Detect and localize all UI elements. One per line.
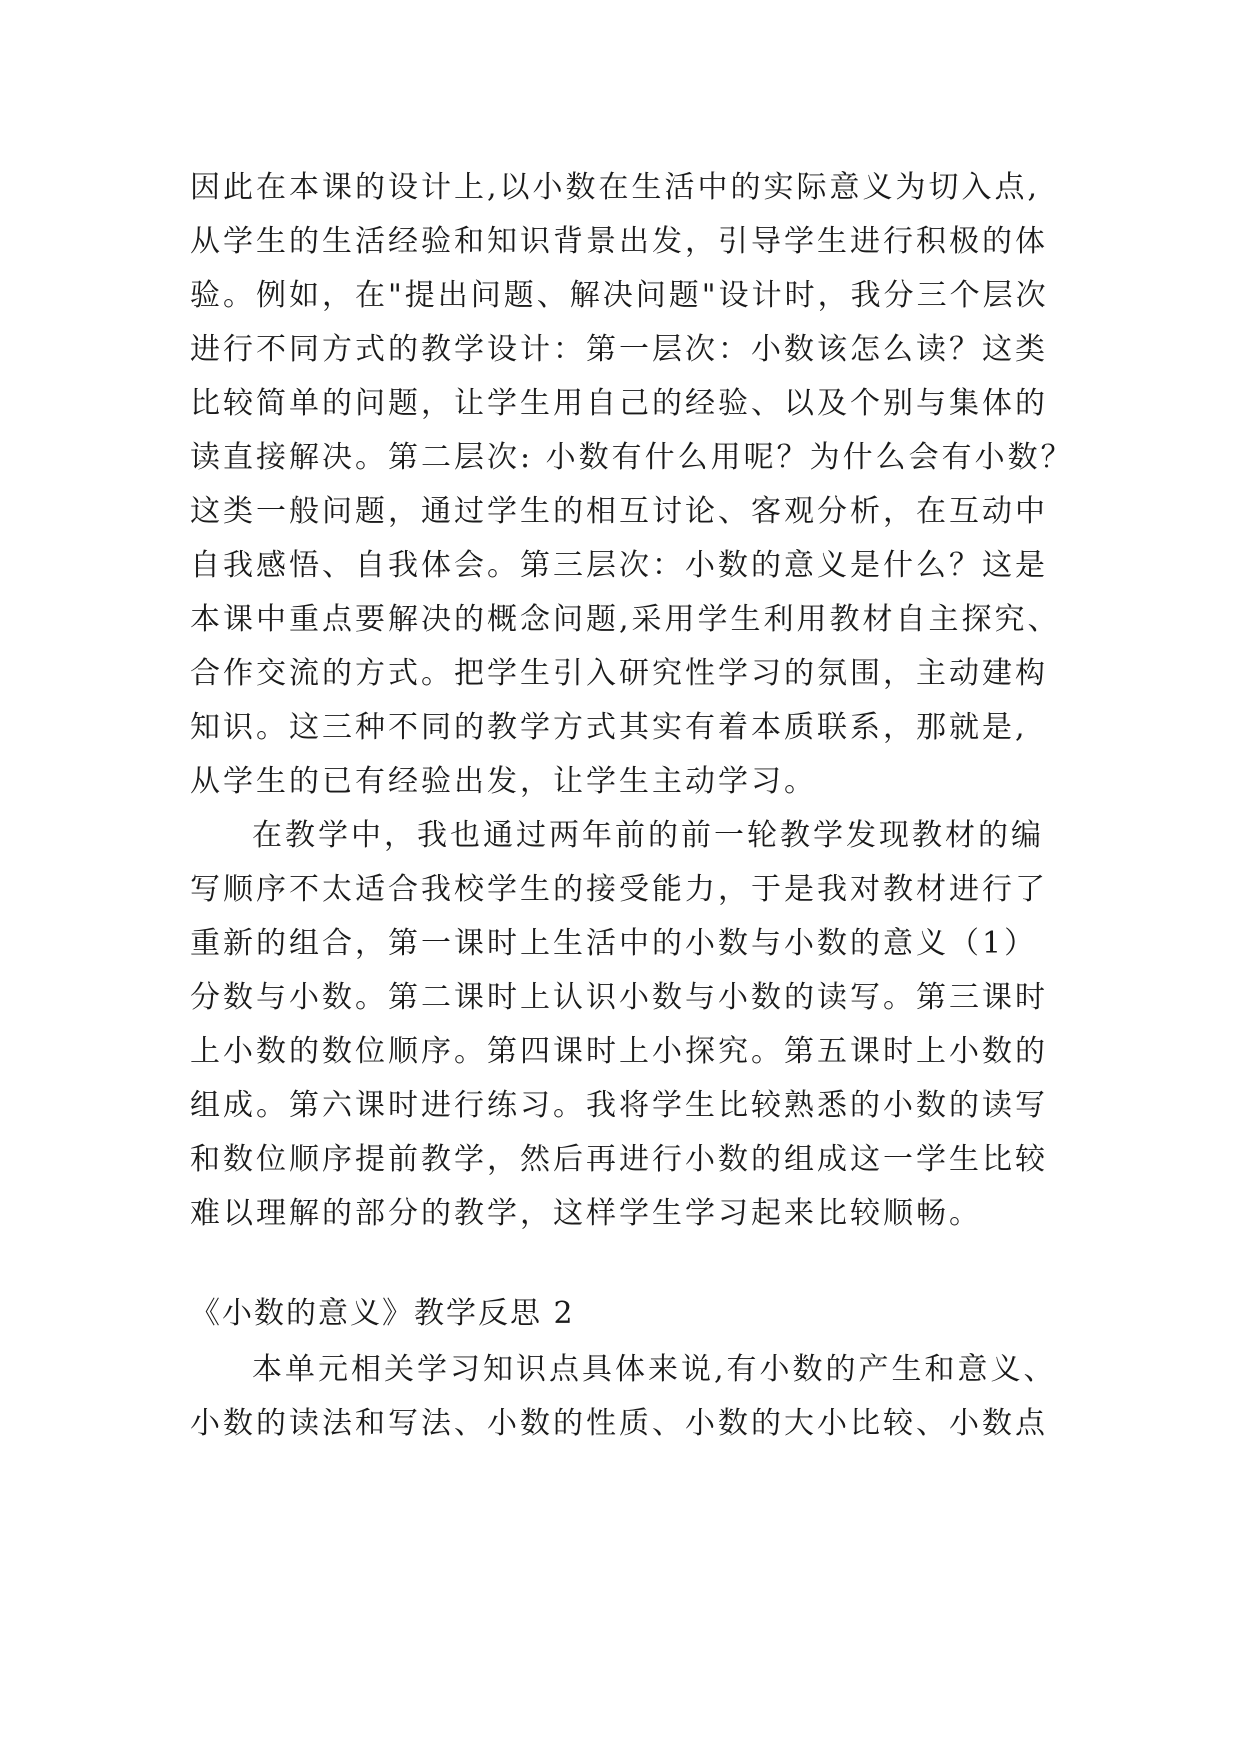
paragraph-1-line-1: 因此在本课的设计上,以小数在生活中的实际意义为切入点, bbox=[190, 170, 1041, 205]
paragraph-1-line-11: 知识。这三种不同的教学方式其实有着本质联系，那就是, bbox=[190, 710, 1028, 745]
paragraph-1-line-8: 自我感悟、自我体会。第三层次：小数的意义是什么？这是 bbox=[190, 548, 1048, 583]
paragraph-2-line-8: 难以理解的部分的教学，这样学生学习起来比较顺畅。 bbox=[190, 1196, 982, 1231]
paragraph-1-line-10: 合作交流的方式。把学生引入研究性学习的氛围，主动建构 bbox=[190, 656, 1048, 691]
paragraph-2-line-4: 分数与小数。第二课时上认识小数与小数的读写。第三课时 bbox=[190, 980, 1048, 1015]
paragraph-2-line-6: 组成。第六课时进行练习。我将学生比较熟悉的小数的读写 bbox=[190, 1088, 1048, 1123]
paragraph-1-line-6: 读直接解决。第二层次: 小数有什么用呢？为什么会有小数？ bbox=[190, 440, 1074, 475]
paragraph-2-line-1: 在教学中，我也通过两年前的前一轮教学发现教材的编 bbox=[252, 818, 1044, 853]
paragraph-1-line-9: 本课中重点要解决的概念问题,采用学生利用教材自主探究、 bbox=[190, 602, 1061, 637]
paragraph-1-line-4: 进行不同方式的教学设计：第一层次：小数该怎么读？这类 bbox=[190, 332, 1048, 367]
section-heading: 《小数的意义》教学反思 2 bbox=[190, 1296, 575, 1331]
paragraph-2-line-7: 和数位顺序提前教学，然后再进行小数的组成这一学生比较 bbox=[190, 1142, 1048, 1177]
paragraph-1-line-3: 验。例如，在"提出问题、解决问题"设计时，我分三个层次 bbox=[190, 278, 1049, 313]
paragraph-1-line-5: 比较简单的问题，让学生用自己的经验、以及个别与集体的 bbox=[190, 386, 1048, 421]
paragraph-1-line-7: 这类一般问题，通过学生的相互讨论、客观分析，在互动中 bbox=[190, 494, 1048, 529]
paragraph-2-line-2: 写顺序不太适合我校学生的接受能力，于是我对教材进行了 bbox=[190, 872, 1048, 907]
paragraph-2-line-5: 上小数的数位顺序。第四课时上小探究。第五课时上小数的 bbox=[190, 1034, 1048, 1069]
paragraph-3-line-1: 本单元相关学习知识点具体来说,有小数的产生和意义、 bbox=[252, 1352, 1057, 1387]
paragraph-1-line-2: 从学生的生活经验和知识背景出发，引导学生进行积极的体 bbox=[190, 224, 1048, 259]
paragraph-2-line-3: 重新的组合，第一课时上生活中的小数与小数的意义（1） bbox=[190, 926, 1038, 961]
paragraph-3-line-2: 小数的读法和写法、小数的性质、小数的大小比较、小数点 bbox=[190, 1406, 1048, 1441]
paragraph-1-line-12: 从学生的已有经验出发，让学生主动学习。 bbox=[190, 764, 817, 799]
